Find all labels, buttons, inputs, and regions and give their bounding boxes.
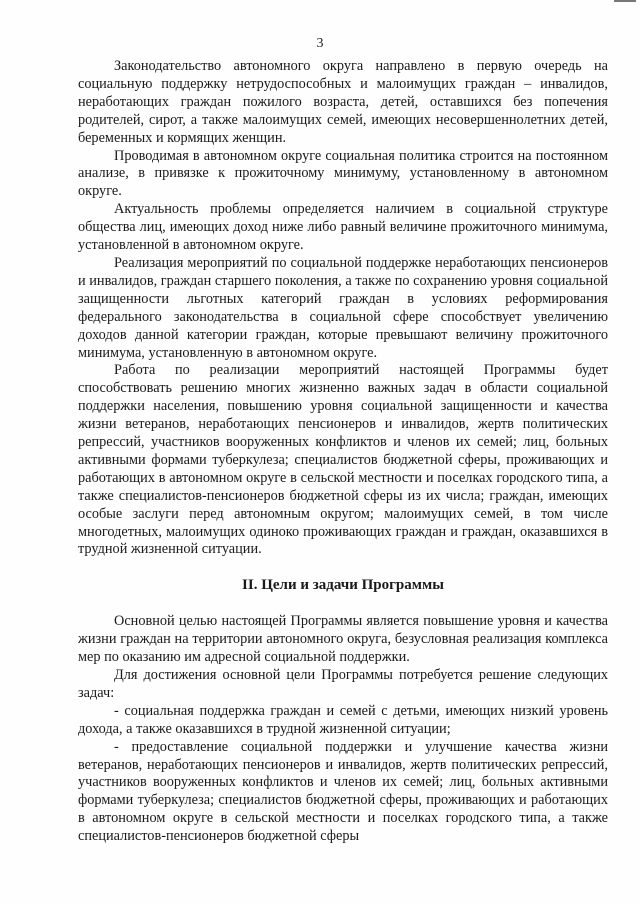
paragraph-implementation: Реализация мероприятий по социальной поддержке неработающих пенсионеров и инвалидов, граждан старшего поколения, а также по сохранению уровня социальной защищенности льготных категорий граждан в условиях реформирования федерального законодательства в социальной сфере способствует увеличению доходов данной категории граждан, которые превышают величину прожиточного минимума, установленную в автономном округе. bbox=[78, 254, 608, 361]
paragraph-problem-relevance: Актуальность проблемы определяется наличием в социальной структуре общества лиц, имеющих доход ниже либо равный величине прожиточного минимума, установленной в автономном округе. bbox=[78, 201, 608, 254]
page-number: 3 bbox=[316, 36, 324, 51]
section-heading: II. Цели и задачи Программы bbox=[242, 577, 444, 594]
scan-edge-mark bbox=[614, 0, 636, 2]
paragraph-social-policy: Проводимая в автономном округе социальная политика строится на постоянном анализе, в привязке к прожиточному минимуму, установленному в автономном округе. bbox=[78, 147, 608, 200]
task-item: - социальная поддержка граждан и семей с детьми, имеющих низкий уровень дохода, а также оказавшихся в трудной жизненной ситуации; bbox=[78, 702, 608, 737]
paragraph-program-work: Работа по реализации мероприятий настоящей Программы будет способствовать решению многих жизненно важных задач в области социальной поддержки населения, повышению уровня социальной защищенности и качества жизни ветеранов, неработающих пенсионеров и инвалидов, жертв политических репрессий, участников вооруженных конфликтов и членов их семей; лиц, больных активными формами туберкулеза; специалистов бюджетной сферы, проживающих и работающих в автономном округе в сельской местности и поселках городского типа, а также специалистов-пенсионеров бюджетной сферы из их числа; граждан, имеющих особые заслуги перед автономным округом; малоимущих семей, в том числе многодетных, малоимущих одиноко проживающих граждан и граждан, оказавшихся в трудной жизненной ситуации. bbox=[78, 362, 608, 558]
paragraph-main-goal: Основной целью настоящей Программы является повышение уровня и качества жизни граждан на территории автономного округа, безусловная реализация комплекса мер по оказанию им адресной социальной поддержки. bbox=[78, 613, 608, 666]
paragraph-legislation: Законодательство автономного округа направлено в первую очередь на социальную поддержку нетрудоспособных и малоимущих граждан – инвалидов, неработающих граждан пожилого возраста, детей, оставшихся без попечения родителей, сирот, а также малоимущих семей, имеющих несовершеннолетних детей, беременных и кормящих женщин. bbox=[78, 58, 608, 146]
paragraph-tasks-intro: Для достижения основной цели Программы потребуется решение следующих задач: bbox=[78, 667, 608, 701]
document-body bbox=[78, 58, 608, 846]
task-item: - предоставление социальной поддержки и улучшение качества жизни ветеранов, неработающих пенсионеров и инвалидов, жертв политических репрессий, участников вооруженных конфликтов и членов их семей; лиц, больных активными формами туберкулеза; специалистов бюджетной сферы, проживающих и работающих в автономном округе в сельской местности и поселках городского типа, а также специалистов-пенсионеров бюджетной сферы bbox=[78, 738, 608, 845]
